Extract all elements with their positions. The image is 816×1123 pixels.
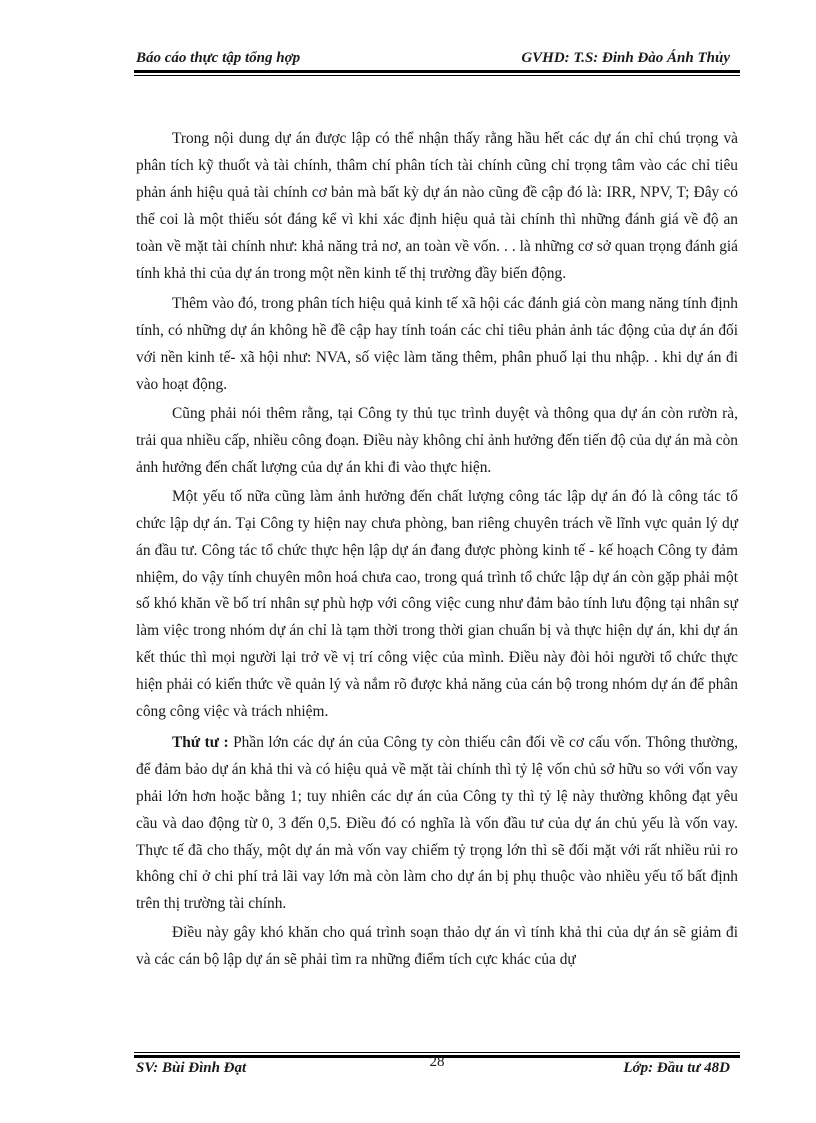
header-rule [134, 70, 740, 73]
paragraph-2: Thêm vào đó, trong phân tích hiệu quả kinh tế xã hội các đánh giá còn mang năng tính định tính, có những dự án không hề đề cập hay tính toán các chỉ tiêu phản ảnh tác động của dự án đối với nền kinh tế- xã hội như: NVA, số việc làm tăng thêm, phân phuố lại thu nhập. . khi dự án đi vào hoạt động. [136, 295, 738, 394]
paragraph-5-lead: Thứ tư : [172, 733, 229, 751]
page-body [136, 126, 738, 978]
header-supervisor: GVHD: T.S: Đinh Đào Ánh Thủy [521, 50, 730, 66]
page-header [134, 50, 740, 70]
paragraph-5-text: Phần lớn các dự án của Công ty còn thiếu cân đối về cơ cấu vốn. Thông thường, để đảm bảo dự án khả thi và có hiệu quả về mặt tài chính thì tỷ lệ vốn chủ sở hữu so với vốn vay phải lớn hơn hoặc bằng 1; tuy nhiên các dự án của Công ty thì tỷ lệ này thường không đạt yêu cầu và dao động từ 0, 3 đến 0,5. Điều đó có nghĩa là vốn đầu tư của dự án chủ yếu là vốn vay. Thực tế đã cho thấy, một dự án mà vốn vay chiếm tỷ trọng lớn thì sẽ đối mặt với rất nhiều rủi ro không chỉ ở chi phí trả lãi vay lớn mà còn làm cho dự án bị phụ thuộc vào nhiều yếu tố bất định trên thị trường tài chính. [136, 733, 738, 913]
header-rule-thin [134, 75, 740, 76]
header-report-title: Báo cáo thực tập tổng hợp [136, 50, 301, 66]
paragraph-1: Trong nội dung dự án được lập có thể nhận thấy rằng hầu hết các dự án chỉ chú trọng và phân tích kỹ thuốt và tài chính, thâm chí phân tích tài chính cũng chỉ trọng tâm vào các chỉ tiêu phản ánh hiệu quả tài chính cơ bản mà bất kỳ dự án nào cũng đề cập đó là: IRR, NPV, T; Đây có thể coi là một thiếu sót đáng kể vì khi xác định hiệu quả tài chính thì những đánh giá về độ an toàn về mặt tài chính như: khả năng trả nơ, an toàn về vốn. . . là những cơ sở quan trọng đánh giá tính khả thi của dự án trong một nền kinh tế thị trường đầy biến động. [136, 130, 738, 282]
page-footer [134, 1054, 740, 1080]
footer-class: Lớp: Đầu tư 48D [623, 1060, 730, 1076]
paragraph-6: Điều này gây khó khăn cho quá trình soạn thảo dự án vì tính khả thi của dự án sẽ giảm đi và các cán bộ lập dự án sẽ phải tìm ra những điểm tích cực khác của dự [136, 924, 738, 969]
paragraph-4: Một yếu tố nữa cũng làm ảnh hưởng đến chất lượng công tác lập dự án đó là công tác tổ chức lập dự án. Tại Công ty hiện nay chưa phòng, ban riêng chuyên trách về lĩnh vực quản lý dự án đầu tư. Công tác tổ chức thực hện lập dự án đang được phòng kinh tế - kế hoạch Công ty đảm nhiệm, do vậy tính chuyên môn hoá chưa cao, trong quá trình tổ chức lập dự án còn gặp phải một số khó khăn về bố trí nhân sự phù hợp với công việc cung như đảm bảo tính lưu động tại nhân sự làm việc trong nhóm dự án chỉ là tạm thời trong thời gian chuẩn bị và thực hiện dự án, khi dự án kết thúc thì mọi người lại trở về vị trí công việc của mình. Điều này đòi hỏi người tổ chức thực hiện phải có kiến thức về quản lý và nắm rõ được khả năng của cán bộ trong nhóm dự án để phân công công việc và trách nhiệm. [136, 487, 738, 721]
footer-student: SV: Bùi Đình Đạt [136, 1060, 247, 1076]
footer-rule-thin [134, 1052, 740, 1053]
paragraph-3: Cũng phải nói thêm rằng, tại Công ty thủ tục trình duyệt và thông qua dự án còn rườn rà, trải qua nhiều cấp, nhiều công đoạn. Điều này không chỉ ảnh hưởng đến tiến độ của dự án mà còn ảnh hưởng đến chất lượng của dự án khi đi vào thực hiện. [136, 405, 738, 476]
paragraph-5 [136, 730, 738, 918]
page-number: 28 [429, 1054, 445, 1070]
